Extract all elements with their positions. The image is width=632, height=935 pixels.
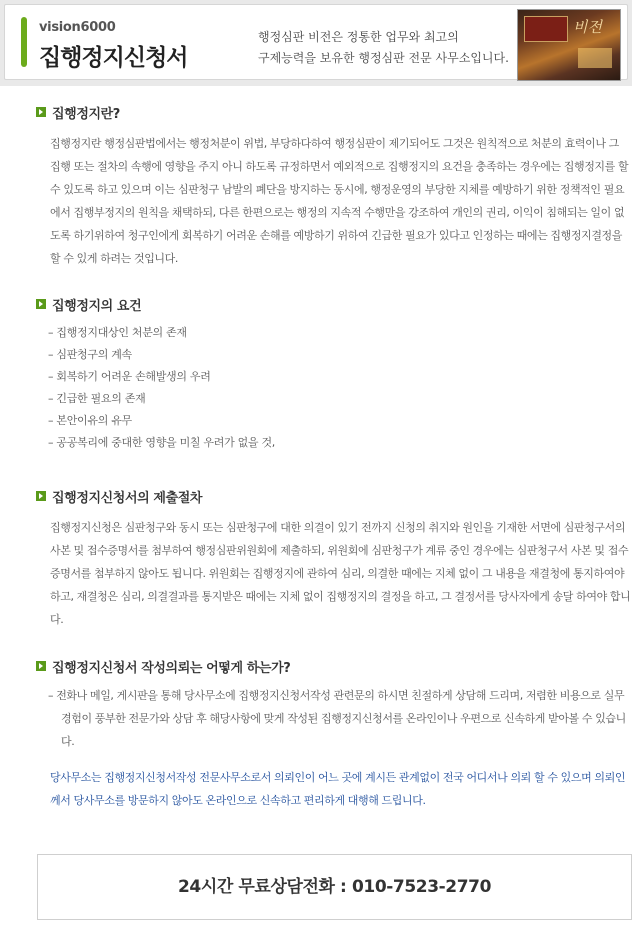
- section-title: 집행정지란?: [52, 107, 120, 122]
- arrow-square-icon: [36, 491, 46, 501]
- page-title: 집행정지신청서: [39, 45, 188, 71]
- list-item: – 심판청구의 계속: [48, 344, 632, 366]
- page-header: [0, 0, 632, 86]
- list-item: – 집행정지대상인 처분의 존재: [48, 322, 632, 344]
- arrow-square-icon: [36, 661, 46, 671]
- list-item: – 본안이유의 유무: [48, 410, 632, 432]
- tagline-line-1: 행정심판 비전은 정통한 업무와 최고의: [258, 30, 459, 44]
- section-procedure: [36, 487, 632, 631]
- section-title: 집행정지의 요건: [52, 299, 142, 314]
- section-body: – 전화나 메일, 게시판을 통해 당사무소에 집행정지신청서작성 관련문의 하시면 친절하게 상담해 드리며, 저렴한 비용으로 실무경험이 풍부한 전문가와 상담 후 해당사항에 맞게 작성된 집행정지신청서를 온라인이나 우편으로 신속하게 받아볼 수 있습니다.: [48, 689, 626, 748]
- section-heading: [36, 487, 632, 507]
- list-item: – 회복하기 어려운 손해발생의 우려: [48, 366, 632, 388]
- section-body: 집행정지신청은 심판청구와 동시 또는 심판청구에 대한 의결이 있기 전까지 신청의 취지와 원인을 기재한 서면에 심판청구서의 사본 및 접수증명서를 첨부하여 행정심판위원회에 제출하되, 위원회에 심판청구가 계류 중인 경우에는 심판청구서 사본 및 접수증명서를 첨부하지 않아도 됩니다. 위원회는 집행정지에 관하여 심리, 의결한 때에는 지체 없이 그 내용을 재결청에 통지하여야하고, 재결청은 심리, 의결결과를 통지받은 때에는 지체 없이 집행정지의 결정을 하고, 그 결정서를 당사자에게 송달 하여야 합니다.: [50, 521, 631, 626]
- requirements-list: [48, 322, 632, 454]
- list-item: – 공공복리에 중대한 영향을 미칠 우려가 없을 것,: [48, 432, 632, 454]
- section-heading: [36, 103, 632, 123]
- contact-box: [37, 854, 632, 920]
- section-title: 집행정지신청서 작성의뢰는 어떻게 하는가?: [52, 661, 291, 676]
- section-title: 집행정지신청서의 제출절차: [52, 491, 203, 506]
- section-heading: [36, 657, 632, 677]
- section-definition: [36, 103, 632, 270]
- highlight-note: 당사무소는 집행정지신청서작성 전문사무소로서 의뢰인이 어느 곳에 계시든 관계없이 전국 어디서나 의뢰 할 수 있으며 의뢰인께서 당사무소를 방문하지 않아도 온라인으로 신속하고 편리하게 대행해 드립니다.: [50, 771, 626, 807]
- header-box: [4, 4, 628, 80]
- tagline-line-2: 구제능력을 보유한 행정심판 전문 사무소입니다.: [258, 51, 509, 65]
- photo-light: [578, 48, 612, 68]
- arrow-square-icon: [36, 107, 46, 117]
- accent-bar: [21, 17, 27, 67]
- section-body: 집행정지란 행정심판법에서는 행정처분이 위법, 부당하다하여 행정심판이 제기되어도 그것은 원칙적으로 처분의 효력이나 그 집행 또는 절차의 속행에 영향을 주지 아니 하도록 규정하면서 예외적으로 집행정지의 요건을 충족하는 경우에는 집행정지를 할 수 있도록 하고 있으며 이는 심판청구 남발의 폐단을 방지하는 동시에, 행정운영의 부당한 지체를 예방하기 위한 정책적인 필요에서 집행부정지의 원칙을 채택하되, 다른 한편으로는 행정의 지속적 수행만을 강조하여 개인의 권리, 이익이 침해되는 일이 없도록 하기위하여 청구인에게 회복하기 어려운 손해를 예방하기 위하여 긴급한 필요가 있다고 인정하는 때에는 집행정지결정을 할 수 있게 하려는 것입니다.: [50, 137, 629, 265]
- office-photo: [517, 9, 621, 81]
- section-requirements: [36, 295, 632, 454]
- contact-phone[interactable]: 24시간 무료상담전화 : 010-7523-2770: [177, 877, 491, 897]
- photo-signboard: [524, 16, 568, 42]
- brand-name: vision6000: [39, 20, 116, 35]
- section-request: [36, 657, 632, 812]
- arrow-square-icon: [36, 299, 46, 309]
- section-heading: [36, 295, 632, 315]
- tagline: [258, 27, 509, 69]
- photo-lettering: 비전: [573, 18, 602, 36]
- list-item: – 긴급한 필요의 존재: [48, 388, 632, 410]
